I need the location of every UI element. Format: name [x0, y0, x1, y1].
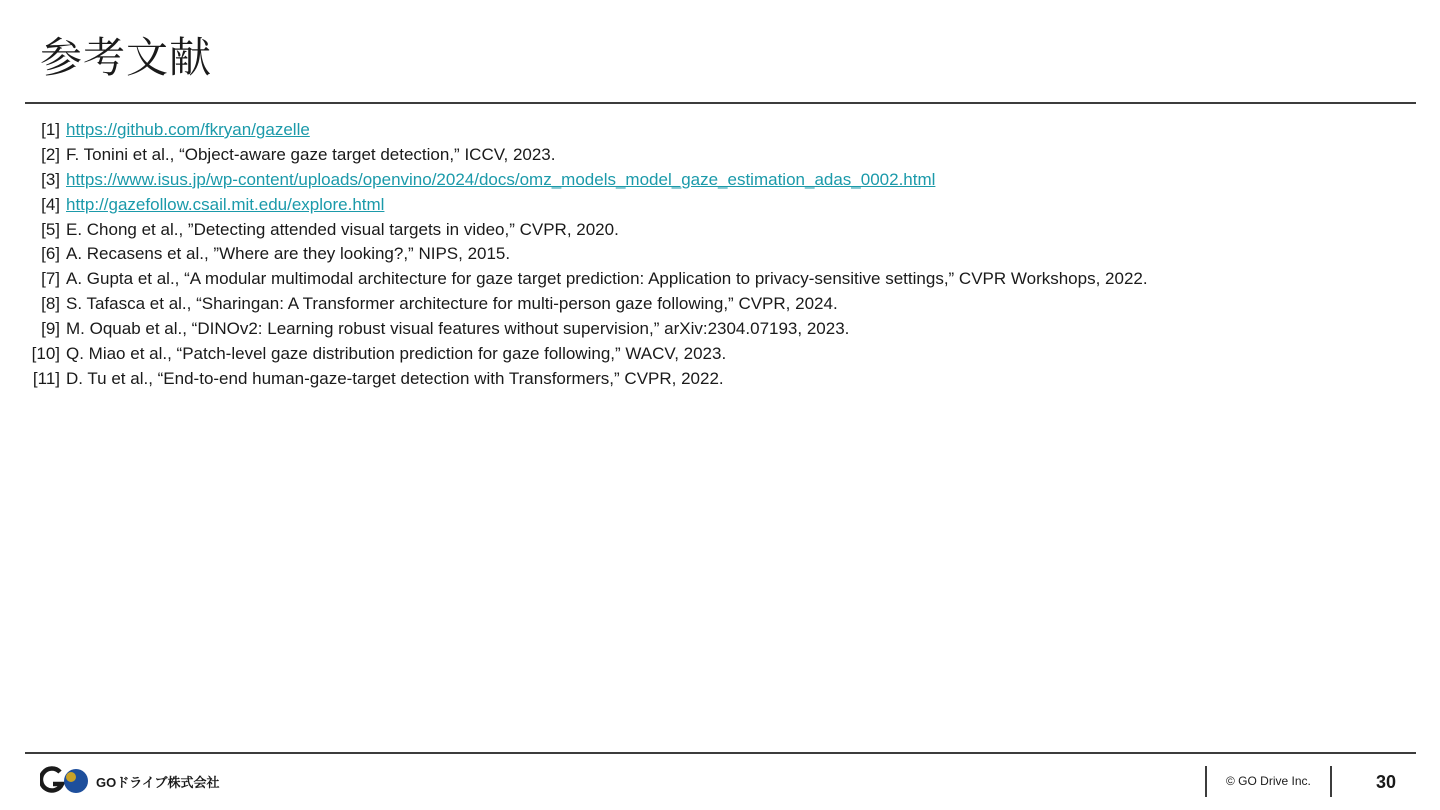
slide-title: 参考文献	[40, 33, 213, 82]
title-divider	[25, 102, 1416, 104]
reference-text: M. Oquab et al., “DINOv2: Learning robust visual features without supervision,” arXiv:2304.07193, 2023.	[66, 319, 850, 339]
reference-item	[0, 344, 1420, 369]
reference-number: [8]	[41, 294, 60, 314]
reference-text: E. Chong et al., ”Detecting attended visual targets in video,” CVPR, 2020.	[66, 219, 619, 239]
reference-text: S. Tafasca et al., “Sharingan: A Transformer architecture for multi-person gaze following,” CVPR, 2024.	[66, 294, 838, 314]
go-logo-icon	[40, 766, 90, 796]
reference-link[interactable]: https://www.isus.jp/wp-content/uploads/openvino/2024/docs/omz_models_model_gaze_estimation_adas_0002.html	[66, 169, 936, 189]
reference-number: [7]	[41, 269, 60, 289]
company-name: GOドライブ株式会社	[96, 774, 220, 790]
reference-item	[0, 220, 1420, 245]
reference-link[interactable]: http://gazefollow.csail.mit.edu/explore.html	[66, 194, 385, 214]
reference-text: Q. Miao et al., “Patch-level gaze distribution prediction for gaze following,” WACV, 2023.	[66, 344, 727, 364]
reference-item	[0, 269, 1420, 294]
footer-logo	[40, 766, 219, 796]
copyright-text: © GO Drive Inc.	[1226, 774, 1311, 788]
reference-text: A. Gupta et al., “A modular multimodal architecture for gaze target prediction: Application to privacy-sensitive settings,” CVPR Workshops, 2022.	[66, 269, 1148, 289]
reference-number: [4]	[41, 194, 60, 214]
reference-text: A. Recasens et al., ”Where are they looking?,” NIPS, 2015.	[66, 244, 511, 264]
reference-item	[0, 120, 1420, 145]
reference-number: [3]	[41, 169, 60, 189]
reference-number: [5]	[41, 219, 60, 239]
reference-text: F. Tonini et al., “Object-aware gaze target detection,” ICCV, 2023.	[66, 144, 556, 164]
reference-number: [9]	[41, 319, 60, 339]
reference-item	[0, 244, 1420, 269]
reference-item	[0, 294, 1420, 319]
footer-separator	[1205, 766, 1207, 797]
reference-text: D. Tu et al., “End-to-end human-gaze-target detection with Transformers,” CVPR, 2022.	[66, 368, 724, 388]
footer-separator	[1330, 766, 1332, 797]
reference-link[interactable]: https://github.com/fkryan/gazelle	[66, 120, 310, 139]
reference-number: [11]	[32, 368, 60, 388]
page-number: 30	[1376, 772, 1397, 792]
reference-item	[0, 170, 1420, 195]
reference-item	[0, 145, 1420, 170]
reference-number: [2]	[41, 144, 60, 164]
reference-item	[0, 319, 1420, 344]
reference-number: [1]	[41, 120, 60, 139]
footer-divider	[25, 752, 1416, 754]
reference-number: [10]	[31, 344, 60, 364]
reference-list	[0, 120, 1420, 394]
reference-item	[0, 369, 1420, 394]
reference-item	[0, 195, 1420, 220]
reference-number: [6]	[41, 244, 60, 264]
